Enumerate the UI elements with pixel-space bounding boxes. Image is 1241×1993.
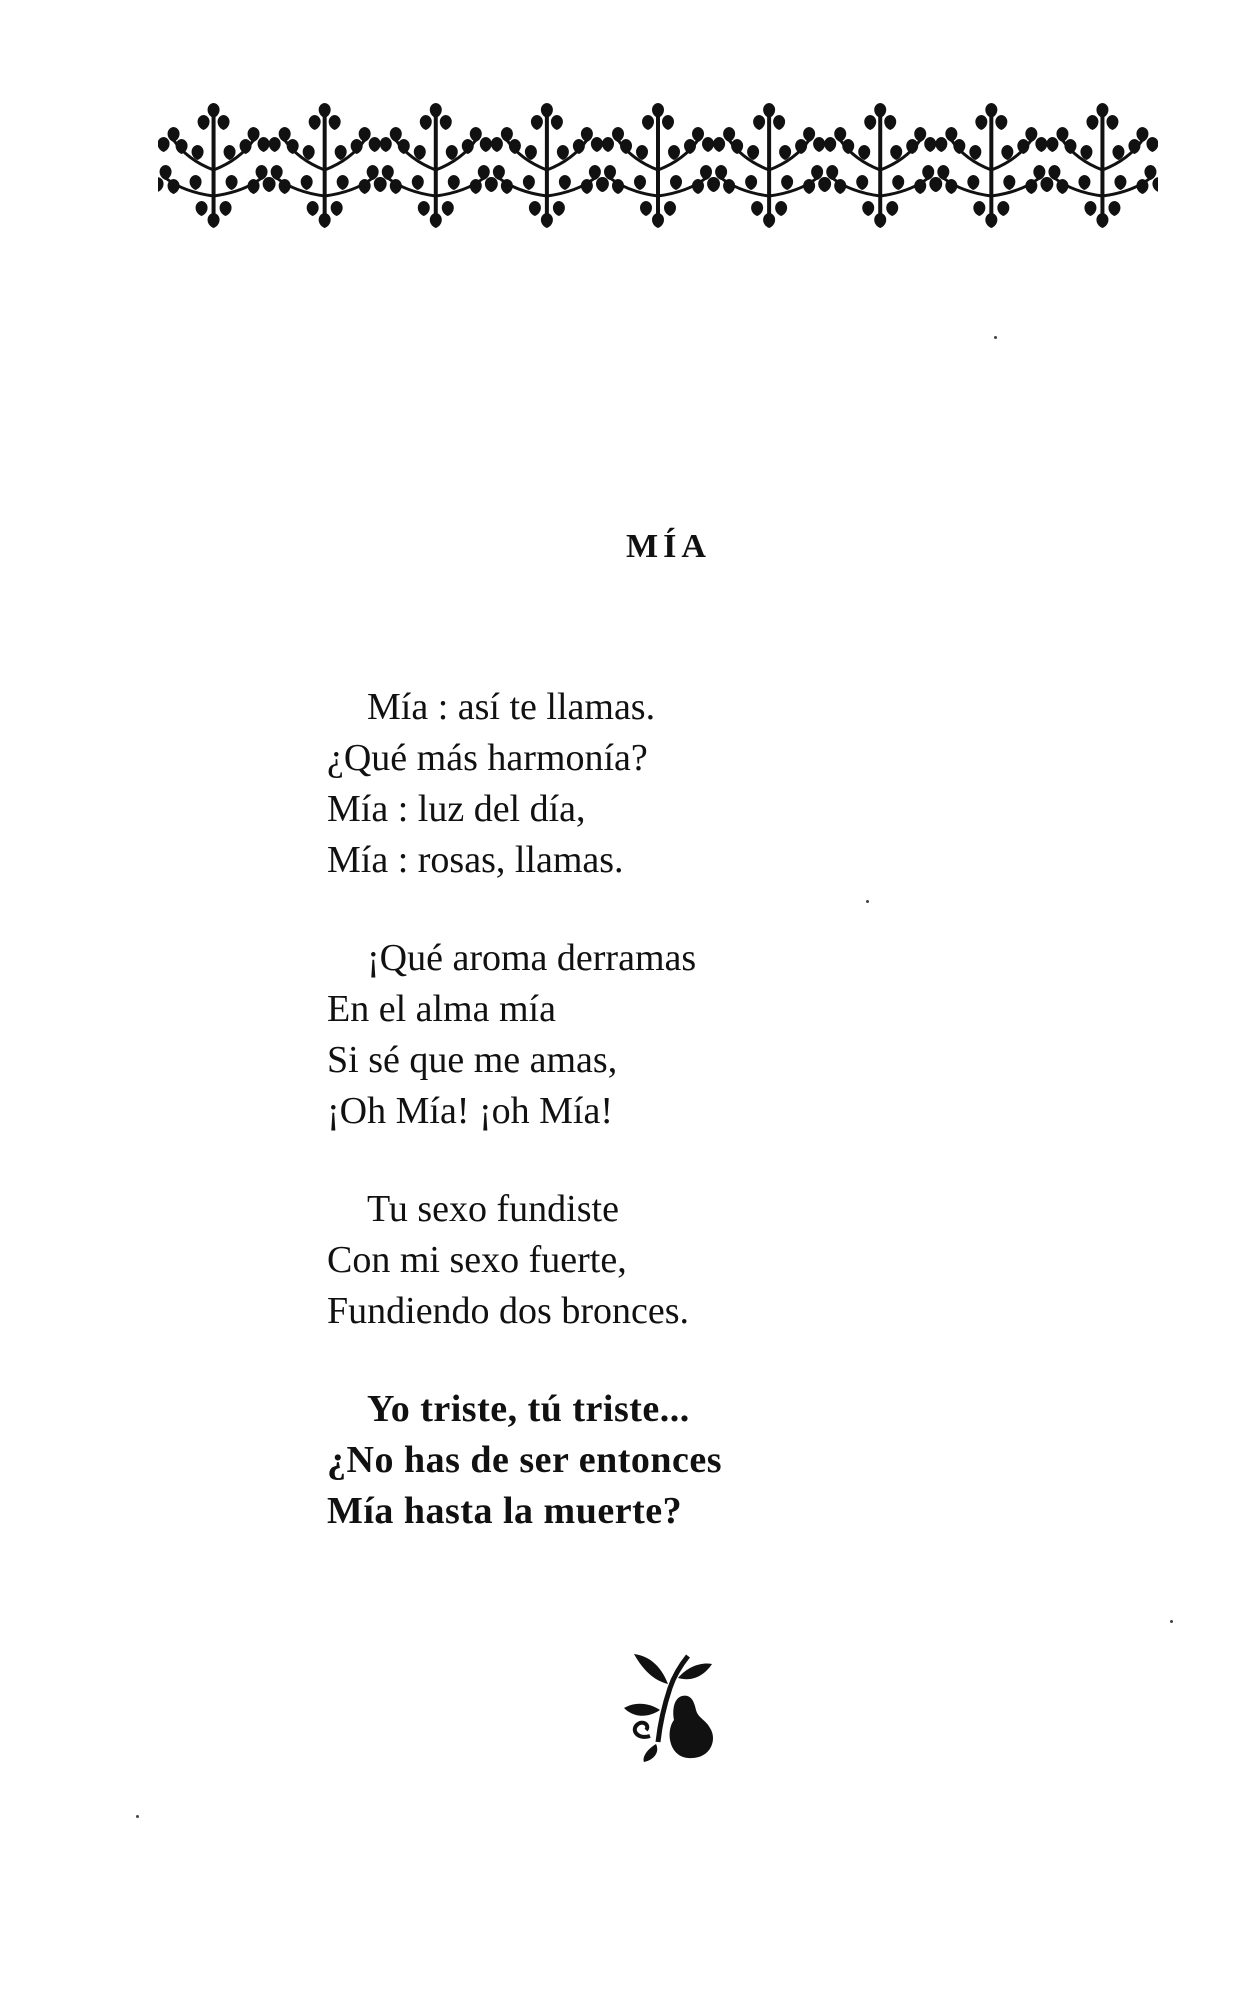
leaf-fruit-tailpiece-ornament bbox=[620, 1644, 720, 1764]
poem-line: Yo triste, tú triste... bbox=[367, 1388, 690, 1430]
poem-line: Mía : luz del día, bbox=[327, 788, 586, 830]
poem-line: ¡Oh Mía! ¡oh Mía! bbox=[327, 1090, 613, 1132]
stanza-2 bbox=[327, 933, 1087, 1137]
poem-line: Mía hasta la muerte? bbox=[327, 1490, 683, 1532]
poem-line: Fundiendo dos bronces. bbox=[327, 1290, 690, 1332]
print-speck bbox=[136, 1815, 139, 1818]
floral-motif bbox=[596, 103, 720, 228]
poem-line: ¡Qué aroma derramas bbox=[367, 937, 697, 979]
print-speck bbox=[994, 336, 997, 339]
poem-line: Mía : rosas, llamas. bbox=[327, 839, 624, 881]
poem-body bbox=[327, 682, 1087, 1584]
floral-band-svg bbox=[158, 100, 1158, 230]
floral-motif bbox=[1040, 103, 1158, 228]
poem-line: ¿No has de ser entonces bbox=[327, 1439, 723, 1481]
floral-motif bbox=[485, 103, 609, 228]
stanza-4 bbox=[327, 1384, 1087, 1537]
floral-band-ornament bbox=[158, 100, 1158, 230]
poem-line: Si sé que me amas, bbox=[327, 1039, 618, 1081]
poem-line: Con mi sexo fuerte, bbox=[327, 1239, 627, 1281]
stanza-1 bbox=[327, 682, 1087, 886]
floral-motif bbox=[158, 103, 276, 228]
floral-motif bbox=[263, 103, 387, 228]
poem-line: Tu sexo fundiste bbox=[367, 1188, 619, 1230]
floral-motif bbox=[374, 103, 498, 228]
tailpiece-svg bbox=[620, 1644, 720, 1764]
poem-line: ¿Qué más harmonía? bbox=[327, 737, 648, 779]
poem-title: MÍA bbox=[626, 528, 711, 565]
stanza-3 bbox=[327, 1184, 1087, 1337]
floral-motif bbox=[929, 103, 1053, 228]
print-speck bbox=[866, 900, 869, 903]
poem-line: En el alma mía bbox=[327, 988, 556, 1030]
print-speck bbox=[1170, 1620, 1173, 1623]
floral-motif bbox=[818, 103, 942, 228]
poem-line: Mía : así te llamas. bbox=[367, 686, 656, 728]
floral-motif bbox=[707, 103, 831, 228]
